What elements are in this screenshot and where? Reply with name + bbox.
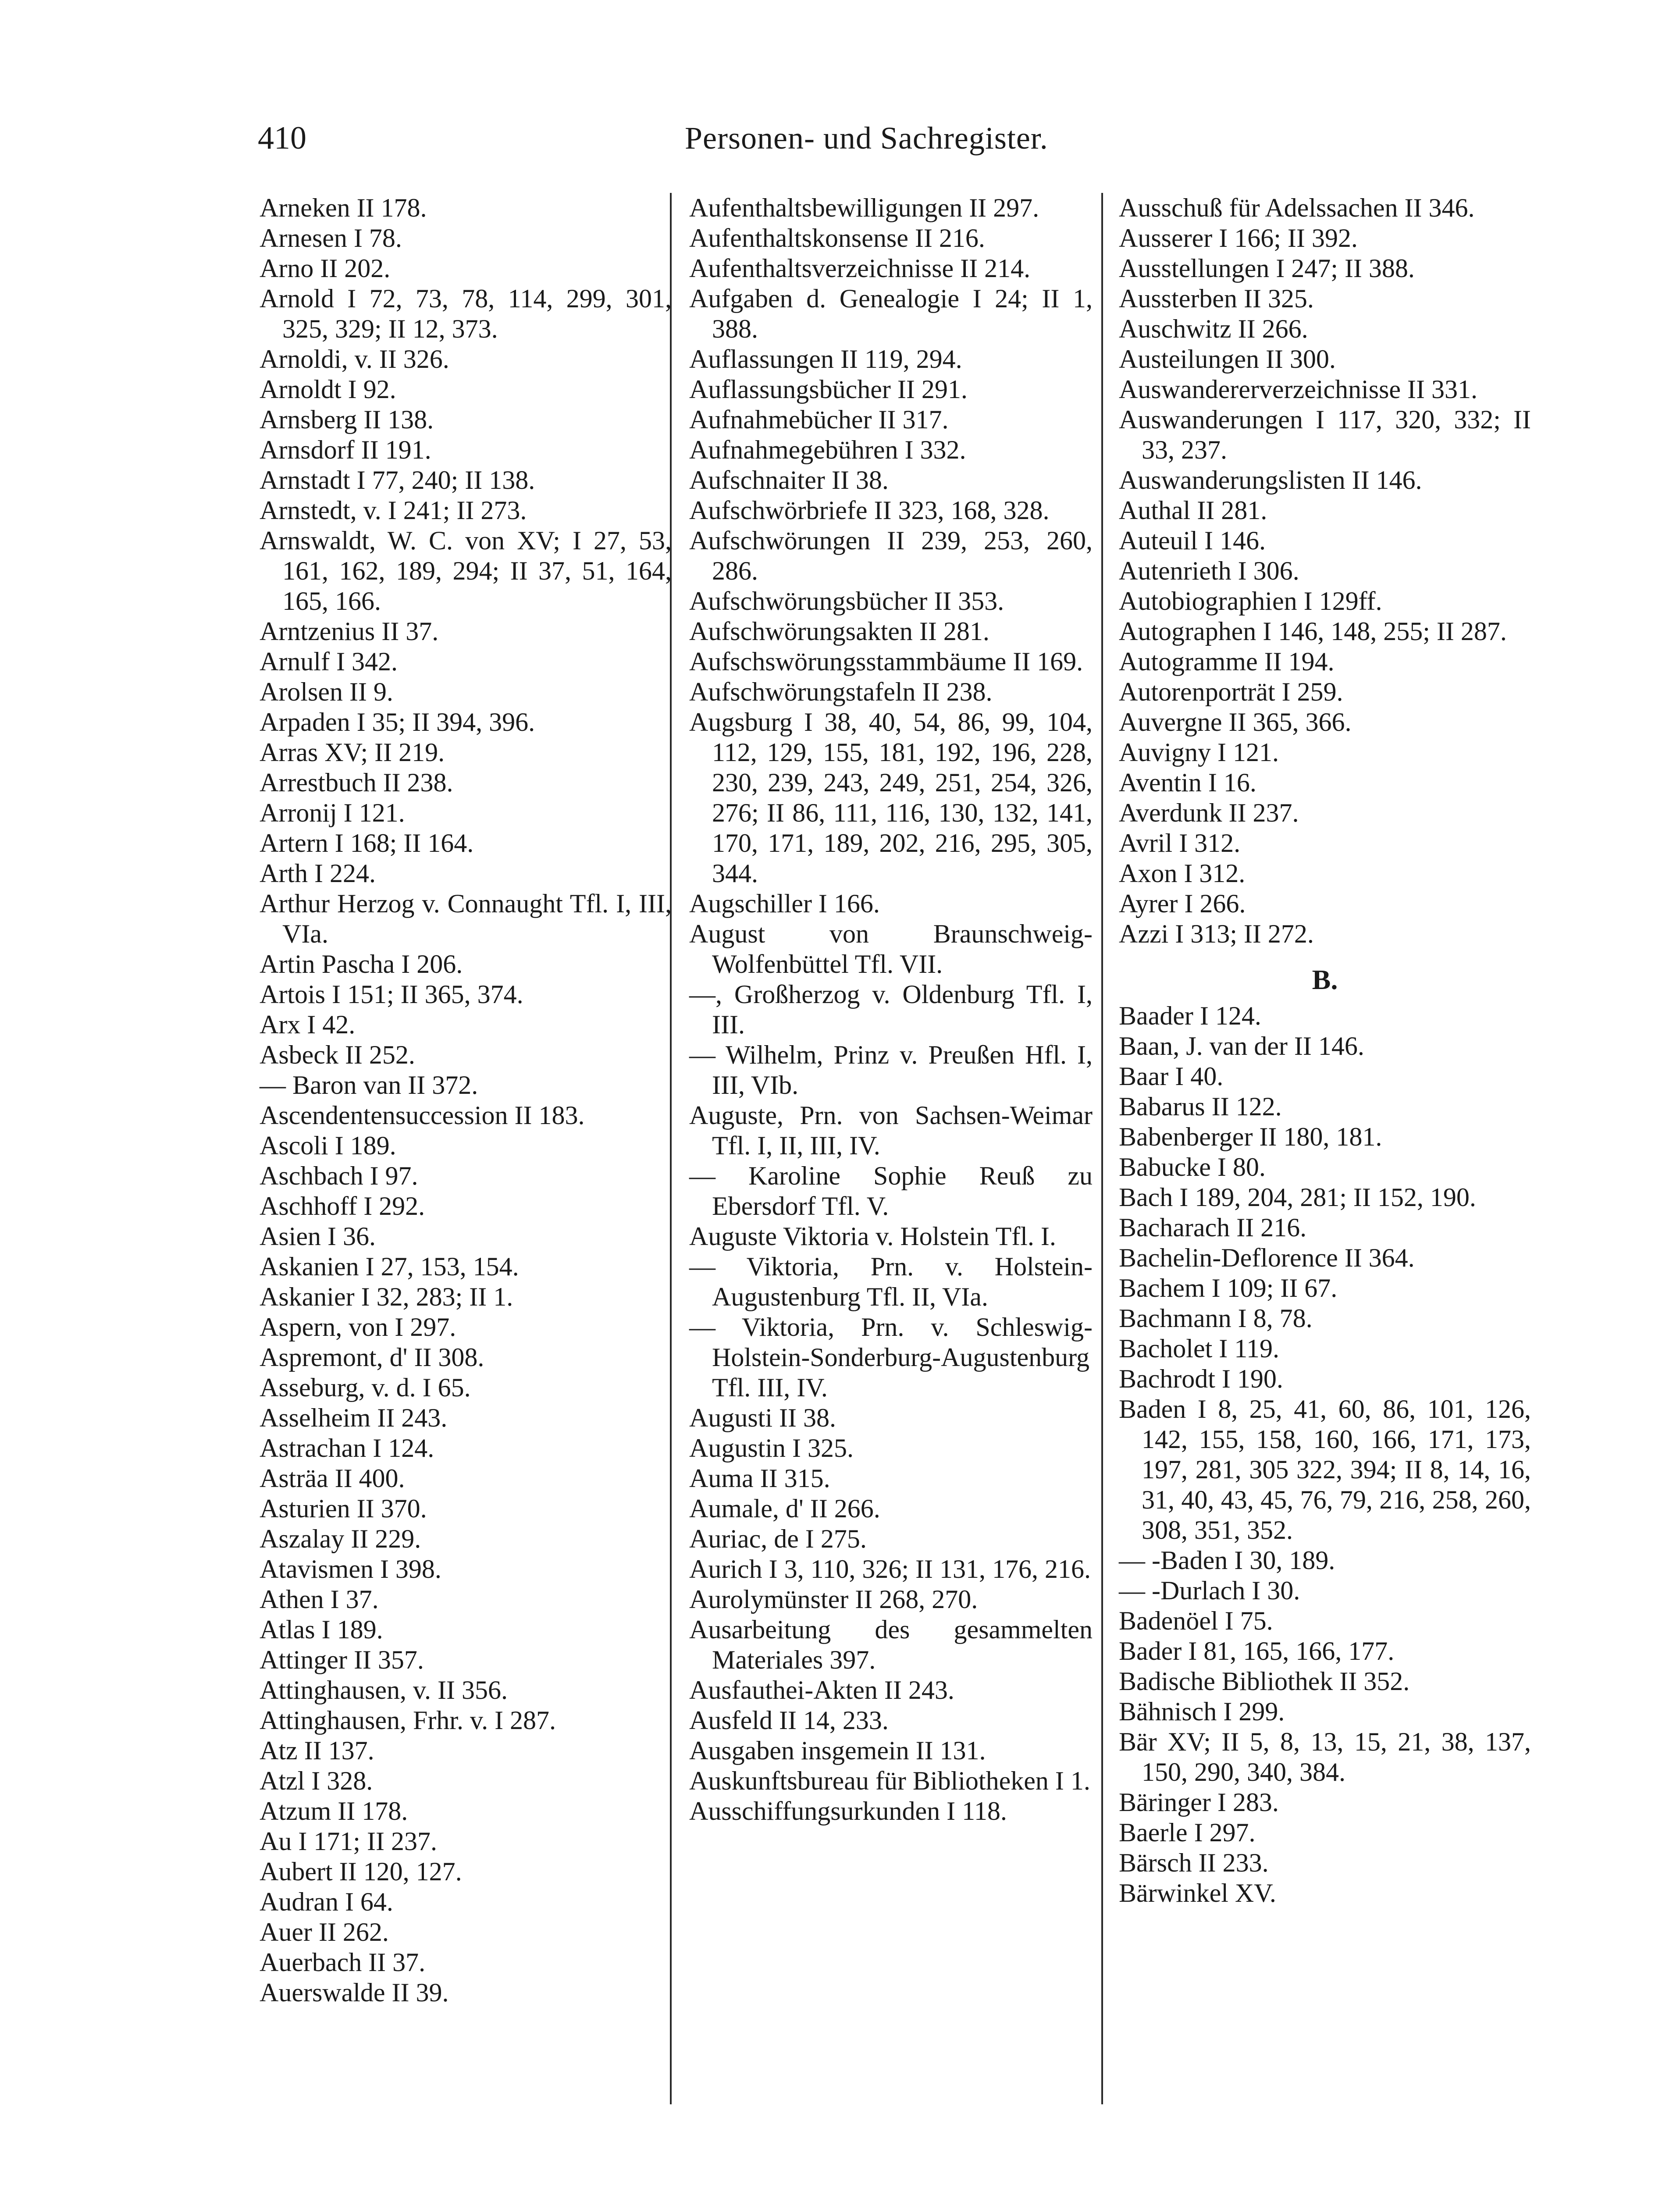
index-entry: Arntzenius II 37. bbox=[260, 617, 439, 646]
index-entry: Aufschwörungstafeln II 238. bbox=[689, 677, 993, 706]
index-entry: Aufnahmegebühren I 332. bbox=[689, 435, 966, 464]
index-entry: Attinger II 357. bbox=[260, 1645, 424, 1674]
index-entry: Bacholet I 119. bbox=[1119, 1334, 1280, 1363]
index-entry: Arnswaldt, W. C. von XV; I 27, 53, 161, 162, 189, 294; II 37, 51, 164, 165, 166. bbox=[260, 526, 672, 616]
index-entry: Ausschuß für Adelssachen II 346. bbox=[1119, 193, 1475, 222]
index-entry: Bäringer I 283. bbox=[1119, 1788, 1279, 1817]
index-entry: Arnsberg II 138. bbox=[260, 405, 434, 434]
index-entry: Auerswalde II 39. bbox=[260, 1978, 449, 2007]
index-entry: Auvergne II 365, 366. bbox=[1119, 708, 1352, 737]
index-entry: Bär XV; II 5, 8, 13, 15, 21, 38, 137, 150, 290, 340, 384. bbox=[1119, 1727, 1531, 1786]
index-entry: — Baron van II 372. bbox=[260, 1071, 478, 1100]
index-entry: Ausserer I 166; II 392. bbox=[1119, 224, 1358, 253]
index-entry: Atavismen I 398. bbox=[260, 1555, 441, 1584]
index-entry: Arnoldi, v. II 326. bbox=[260, 345, 449, 374]
index-entry: Arnulf I 342. bbox=[260, 647, 398, 676]
index-entry: Asträa II 400. bbox=[260, 1464, 405, 1493]
index-entry: Auer II 262. bbox=[260, 1918, 389, 1946]
index-entry: Ausarbeitung des gesammelten Materiales 397. bbox=[689, 1615, 1093, 1674]
running-title: Personen- und Sachregister. bbox=[685, 121, 1048, 156]
index-entry: Aufenthaltsbewilligungen II 297. bbox=[689, 193, 1039, 222]
index-entry: Austeilungen II 300. bbox=[1119, 345, 1336, 374]
index-entry: Ausfeld II 14, 233. bbox=[689, 1706, 889, 1735]
index-entry: Au I 171; II 237. bbox=[260, 1827, 437, 1856]
index-entry: Badenöel I 75. bbox=[1119, 1606, 1273, 1635]
index-entry: Auguste, Prn. von Sachsen-Weimar Tfl. I, II, III, IV. bbox=[689, 1101, 1093, 1160]
page-number: 410 bbox=[258, 120, 306, 156]
index-entry: Arpaden I 35; II 394, 396. bbox=[260, 708, 535, 737]
index-entry: Aspremont, d' II 308. bbox=[260, 1343, 484, 1372]
index-entry: Asien I 36. bbox=[260, 1222, 376, 1251]
index-entry: Aufnahmebücher II 317. bbox=[689, 405, 949, 434]
index-entry: Aurich I 3, 110, 326; II 131, 176, 216. bbox=[689, 1555, 1091, 1584]
index-entry: Arno II 202. bbox=[260, 254, 391, 283]
index-entry: Auriac, de I 275. bbox=[689, 1524, 867, 1553]
index-entry: Arthur Herzog v. Connaught Tfl. I, III, VIa. bbox=[260, 889, 672, 948]
index-entry: — Karoline Sophie Reuß zu Ebersdorf Tfl. V. bbox=[689, 1161, 1093, 1221]
index-entry: Auerbach II 37. bbox=[260, 1948, 426, 1977]
index-entry: Aumale, d' II 266. bbox=[689, 1494, 880, 1523]
index-entry: Askanier I 32, 283; II 1. bbox=[260, 1282, 513, 1311]
index-entry: Autographen I 146, 148, 255; II 287. bbox=[1119, 617, 1507, 646]
index-column-1 bbox=[260, 193, 672, 2008]
index-entry: Aufschswörungsstammbäume II 169. bbox=[689, 647, 1083, 676]
index-entry: Arnoldt I 92. bbox=[260, 375, 396, 404]
index-column-3-a bbox=[1119, 193, 1531, 949]
index-entry: Asselheim II 243. bbox=[260, 1403, 448, 1432]
index-entry: Bachrodt I 190. bbox=[1119, 1364, 1283, 1393]
index-entry: Auguste Viktoria v. Holstein Tfl. I. bbox=[689, 1222, 1056, 1251]
column-rule-right bbox=[1101, 193, 1103, 2104]
index-entry: Autobiographien I 129ff. bbox=[1119, 587, 1382, 616]
index-entry: Authal II 281. bbox=[1119, 496, 1267, 525]
index-entry: Aufschwörbriefe II 323, 168, 328. bbox=[689, 496, 1050, 525]
index-entry: Arnstedt, v. I 241; II 273. bbox=[260, 496, 527, 525]
index-entry: Atz II 137. bbox=[260, 1736, 374, 1765]
index-entry: Attinghausen, v. II 356. bbox=[260, 1676, 508, 1704]
index-entry: Ausfauthei-Akten II 243. bbox=[689, 1676, 954, 1704]
index-entry: Aufschwörungsbücher II 353. bbox=[689, 587, 1004, 616]
index-entry: Bader I 81, 165, 166, 177. bbox=[1119, 1637, 1395, 1665]
index-entry: Badische Bibliothek II 352. bbox=[1119, 1667, 1410, 1696]
index-entry: Babenberger II 180, 181. bbox=[1119, 1122, 1382, 1151]
index-entry: Auswanderungslisten II 146. bbox=[1119, 466, 1422, 495]
index-entry: Autenrieth I 306. bbox=[1119, 556, 1299, 585]
index-entry: Aussterben II 325. bbox=[1119, 284, 1314, 313]
index-entry: Asturien II 370. bbox=[260, 1494, 427, 1523]
index-entry: Auskunftsbureau für Bibliotheken I 1. bbox=[689, 1766, 1090, 1795]
index-entry: Bärsch II 233. bbox=[1119, 1848, 1269, 1877]
index-column-3-b bbox=[1119, 1001, 1531, 1908]
index-entry: Augschiller I 166. bbox=[689, 889, 880, 918]
index-entry: Ausstellungen I 247; II 388. bbox=[1119, 254, 1415, 283]
index-entry: Aufschwörungen II 239, 253, 260, 286. bbox=[689, 526, 1093, 585]
index-entry: Arnsdorf II 191. bbox=[260, 435, 431, 464]
index-entry: Arrestbuch II 238. bbox=[260, 768, 453, 797]
index-entry: Arnstadt I 77, 240; II 138. bbox=[260, 466, 535, 495]
index-entry: Ascoli I 189. bbox=[260, 1131, 396, 1160]
index-entry: Asbeck II 252. bbox=[260, 1040, 415, 1069]
index-entry: Artern I 168; II 164. bbox=[260, 829, 474, 858]
index-entry: Auswandererverzeichnisse II 331. bbox=[1119, 375, 1477, 404]
index-entry: Auswanderungen I 117, 320, 332; II 33, 237. bbox=[1119, 405, 1531, 464]
index-column-3 bbox=[1119, 193, 1531, 1908]
index-entry: Asseburg, v. d. I 65. bbox=[260, 1373, 471, 1402]
index-entry: — -Baden I 30, 189. bbox=[1119, 1546, 1335, 1575]
index-entry: Athen I 37. bbox=[260, 1585, 379, 1614]
section-letter: B. bbox=[1312, 964, 1338, 995]
index-entry: Aufgaben d. Genealogie I 24; II 1, 388. bbox=[689, 284, 1093, 343]
index-entry: Attinghausen, Frhr. v. I 287. bbox=[260, 1706, 556, 1735]
index-entry: Aschhoff I 292. bbox=[260, 1192, 425, 1221]
index-entry: Augsburg I 38, 40, 54, 86, 99, 104, 112, 129, 155, 181, 192, 196, 228, 230, 239, 243, 249, 251, 254, 326, 276; II 86, 111, 116, 130, 132, 141, 170, 171, 189, 202, 216, 295, 305, 344. bbox=[689, 708, 1093, 888]
index-entry: Baar I 40. bbox=[1119, 1062, 1224, 1091]
index-entry: — -Durlach I 30. bbox=[1119, 1576, 1300, 1605]
index-entry: Auteuil I 146. bbox=[1119, 526, 1266, 555]
index-entry: Bachelin-Deflorence II 364. bbox=[1119, 1243, 1415, 1272]
index-entry: Auflassungen II 119, 294. bbox=[689, 345, 962, 374]
index-entry: Arronij I 121. bbox=[260, 798, 405, 827]
index-entry: Astrachan I 124. bbox=[260, 1434, 434, 1463]
index-entry: Atzum II 178. bbox=[260, 1797, 408, 1825]
index-entry: Autogramme II 194. bbox=[1119, 647, 1335, 676]
index-entry: Aubert II 120, 127. bbox=[260, 1857, 462, 1886]
index-entry: Auvigny I 121. bbox=[1119, 738, 1279, 767]
index-entry: Bähnisch I 299. bbox=[1119, 1697, 1285, 1726]
index-entry: Autorenporträt I 259. bbox=[1119, 677, 1343, 706]
index-entry: Askanien I 27, 153, 154. bbox=[260, 1252, 519, 1281]
index-entry: Bachmann I 8, 78. bbox=[1119, 1304, 1313, 1333]
index-entry: Audran I 64. bbox=[260, 1887, 393, 1916]
index-entry: Arneken II 178. bbox=[260, 193, 427, 222]
index-entry: Arth I 224. bbox=[260, 859, 376, 888]
index-entry: Atzl I 328. bbox=[260, 1766, 373, 1795]
index-entry: Aufenthaltsverzeichnisse II 214. bbox=[689, 254, 1031, 283]
index-entry: Artin Pascha I 206. bbox=[260, 950, 463, 979]
index-entry: Aufenthaltskonsense II 216. bbox=[689, 224, 985, 253]
index-column-2 bbox=[689, 193, 1093, 1826]
index-entry: Aschbach I 97. bbox=[260, 1161, 418, 1190]
index-entry: Atlas I 189. bbox=[260, 1615, 383, 1644]
index-entry: Auma II 315. bbox=[689, 1464, 830, 1493]
index-entry: — Viktoria, Prn. v. Holstein-Augustenburg Tfl. II, VIa. bbox=[689, 1252, 1093, 1311]
index-entry: Aufschwörungsakten II 281. bbox=[689, 617, 989, 646]
index-entry: Bacharach II 216. bbox=[1119, 1213, 1307, 1242]
index-entry: Ayrer I 266. bbox=[1119, 889, 1246, 918]
index-entry: Auschwitz II 266. bbox=[1119, 314, 1308, 343]
index-entry: — Wilhelm, Prinz v. Preußen Hfl. I, III, VIb. bbox=[689, 1040, 1093, 1100]
index-entry: Arx I 42. bbox=[260, 1010, 356, 1039]
index-entry: Baden I 8, 25, 41, 60, 86, 101, 126, 142, 155, 158, 160, 166, 171, 173, 197, 281, 305 322, 394; II 8, 14, 16, 31, 40, 43, 45, 76, 79, 216, 258, 260, 308, 351, 352. bbox=[1119, 1395, 1531, 1544]
index-entry: Bachem I 109; II 67. bbox=[1119, 1274, 1338, 1302]
index-entry: Arolsen II 9. bbox=[260, 677, 393, 706]
index-entry: — Viktoria, Prn. v. Schleswig-Holstein-Sonderburg-Augustenburg Tfl. III, IV. bbox=[689, 1313, 1093, 1402]
index-entry: Artois I 151; II 365, 374. bbox=[260, 980, 523, 1009]
index-entry: Azzi I 313; II 272. bbox=[1119, 919, 1314, 948]
index-entry: Bach I 189, 204, 281; II 152, 190. bbox=[1119, 1183, 1476, 1212]
index-entry: —, Großherzog v. Oldenburg Tfl. I, III. bbox=[689, 980, 1093, 1039]
index-entry: Aszalay II 229. bbox=[260, 1524, 421, 1553]
index-entry: Augusti II 38. bbox=[689, 1403, 836, 1432]
index-entry: Babarus II 122. bbox=[1119, 1092, 1282, 1121]
index-entry: Ascendentensuccession II 183. bbox=[260, 1101, 585, 1130]
index-entry: Arras XV; II 219. bbox=[260, 738, 445, 767]
index-entry: Babucke I 80. bbox=[1119, 1153, 1266, 1181]
index-entry: Aufschnaiter II 38. bbox=[689, 466, 889, 495]
index-entry: Aurolymünster II 268, 270. bbox=[689, 1585, 978, 1614]
index-entry: Axon I 312. bbox=[1119, 859, 1246, 888]
index-entry: Ausgaben insgemein II 131. bbox=[689, 1736, 986, 1765]
index-entry: Aspern, von I 297. bbox=[260, 1313, 456, 1342]
index-entry: Avril I 312. bbox=[1119, 829, 1241, 858]
index-entry: Auflassungsbücher II 291. bbox=[689, 375, 968, 404]
index-entry: Arnesen I 78. bbox=[260, 224, 402, 253]
index-entry: August von Braunschweig-Wolfenbüttel Tfl. VII. bbox=[689, 919, 1093, 979]
index-entry: Bärwinkel XV. bbox=[1119, 1879, 1276, 1907]
index-entry: Aventin I 16. bbox=[1119, 768, 1256, 797]
index-entry: Augustin I 325. bbox=[689, 1434, 854, 1463]
index-entry: Baan, J. van der II 146. bbox=[1119, 1032, 1364, 1060]
index-entry: Ausschiffungsurkunden I 118. bbox=[689, 1797, 1007, 1825]
index-entry: Baerle I 297. bbox=[1119, 1818, 1256, 1847]
index-entry: Averdunk II 237. bbox=[1119, 798, 1299, 827]
index-entry: Baader I 124. bbox=[1119, 1001, 1261, 1030]
index-entry: Arnold I 72, 73, 78, 114, 299, 301, 325, 329; II 12, 373. bbox=[260, 284, 672, 343]
